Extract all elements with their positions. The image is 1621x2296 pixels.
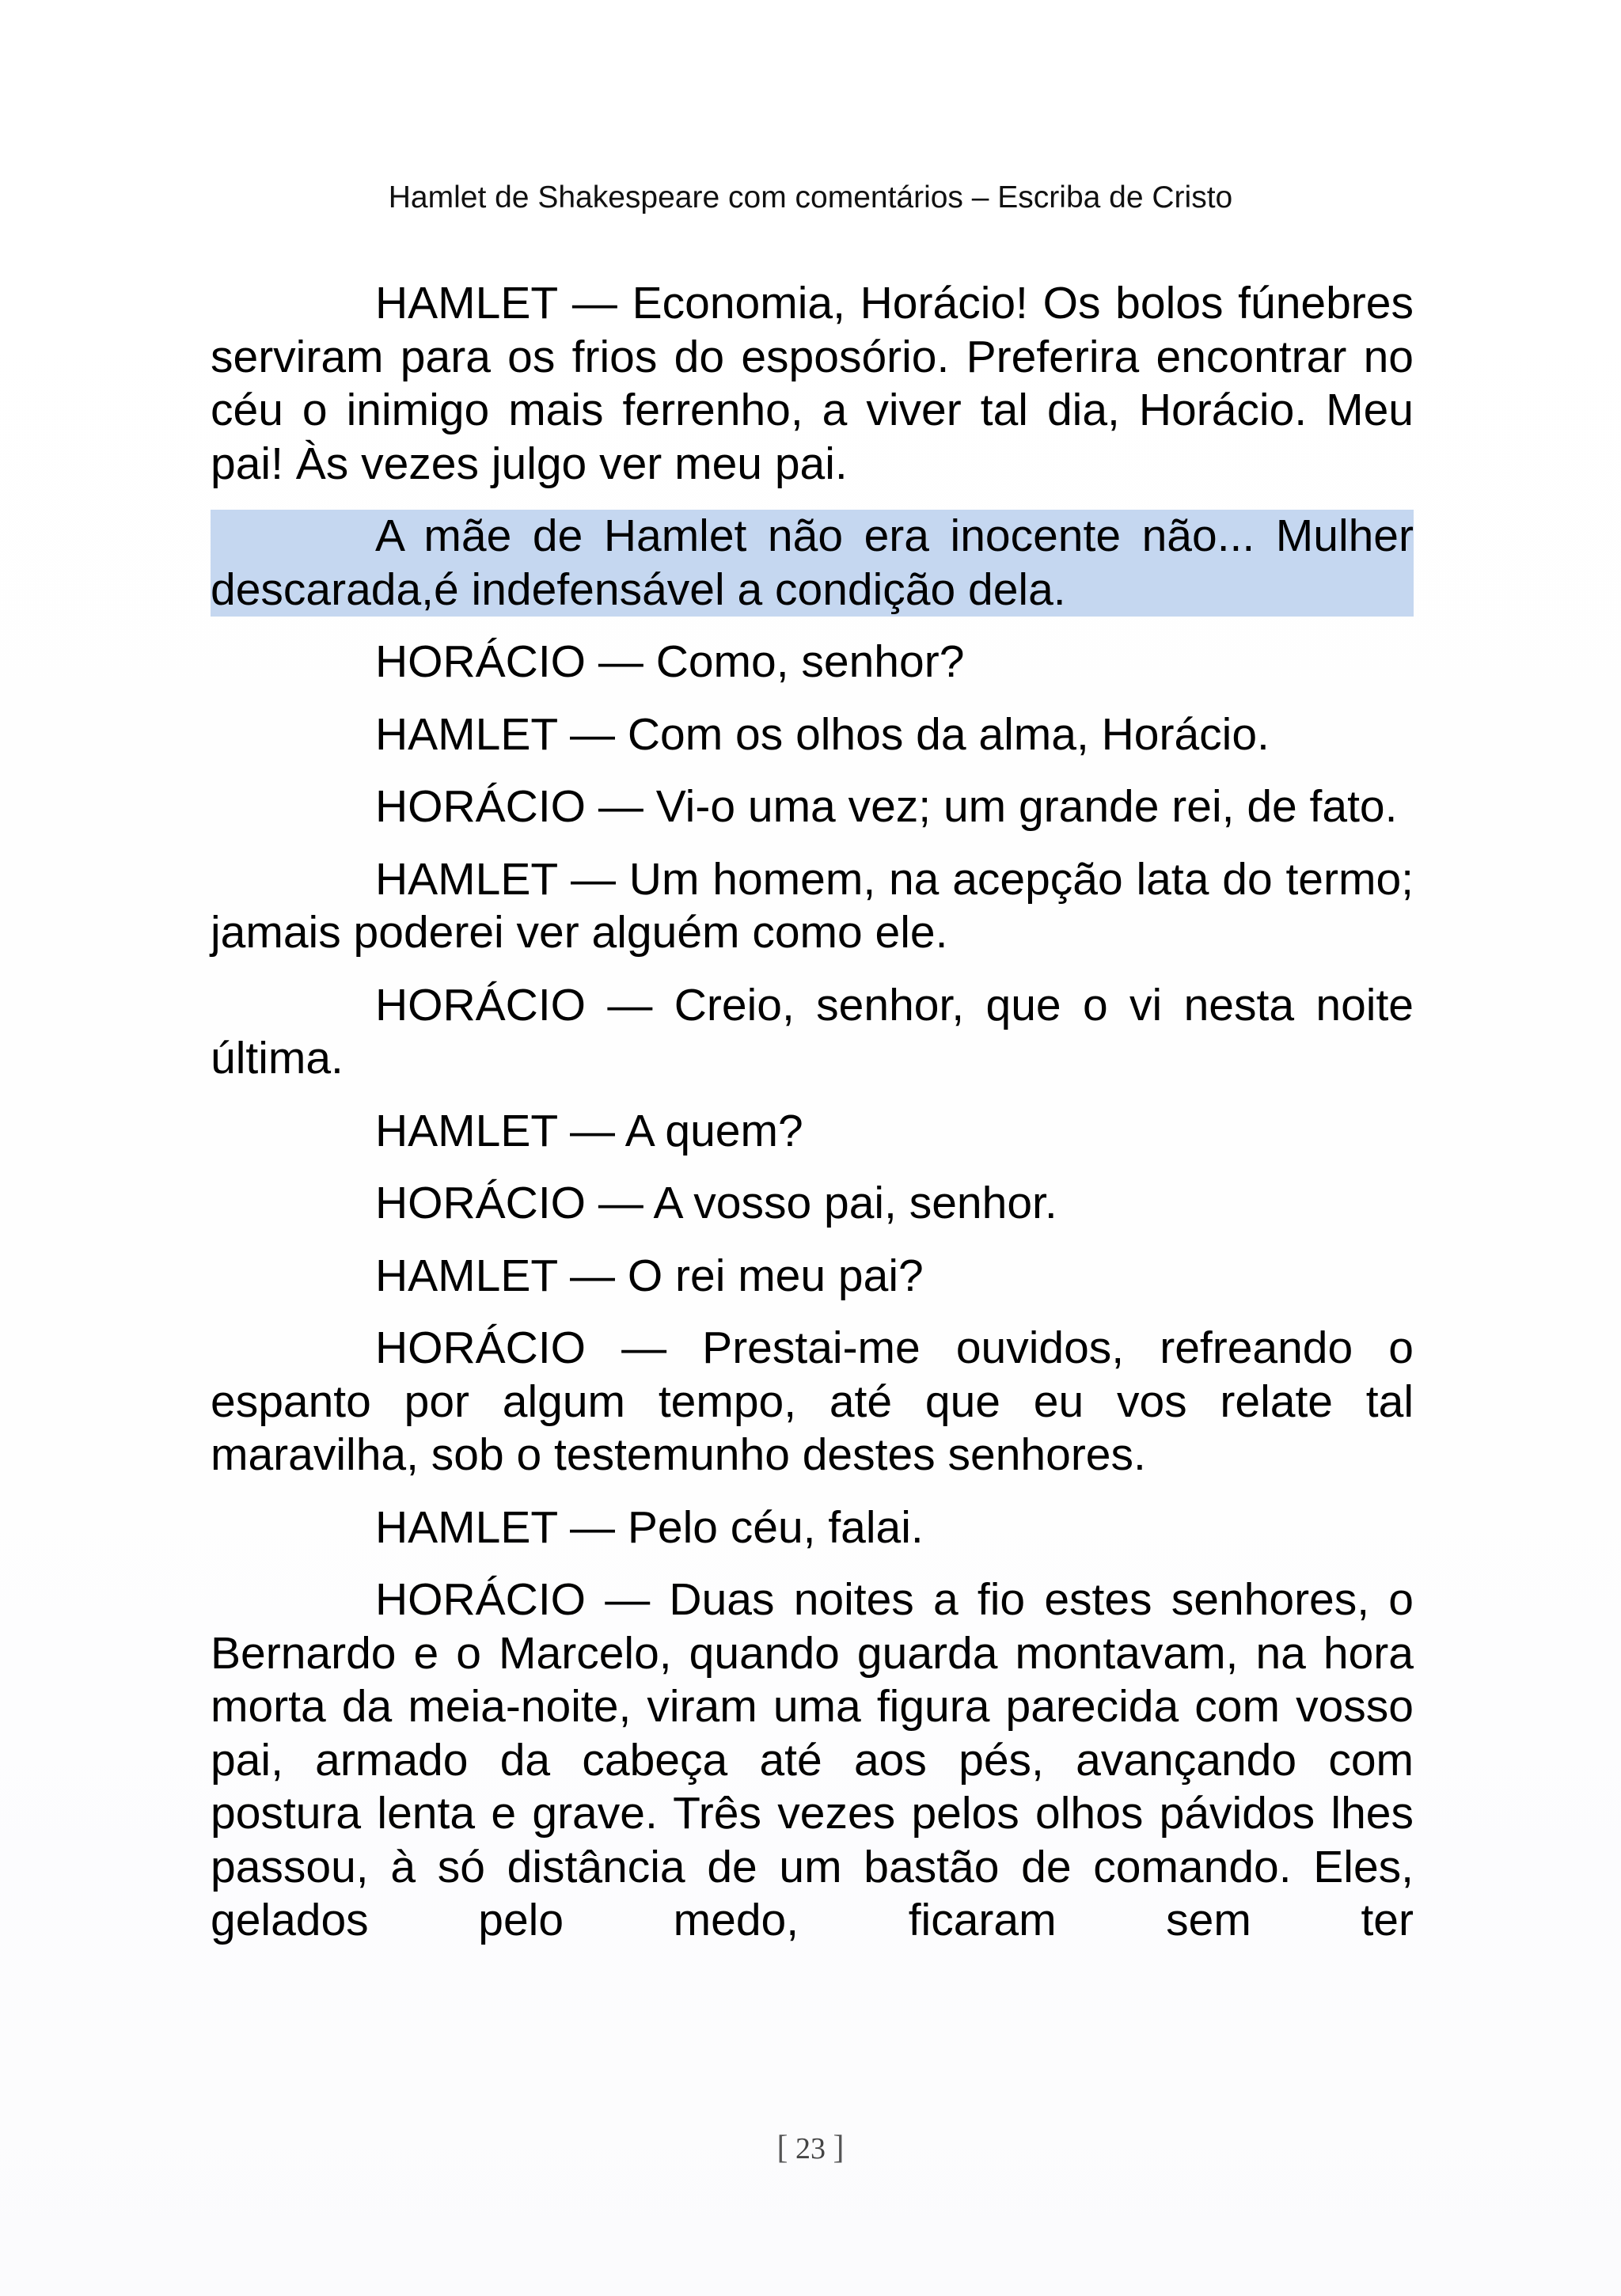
paragraph: HORÁCIO — Como, senhor? <box>375 636 965 687</box>
bracket-open: [ <box>776 2130 788 2166</box>
body-text <box>211 277 1414 1967</box>
bracket-close: ] <box>833 2130 845 2166</box>
paragraph: HAMLET — Um homem, na acepção lata do termo; jamais poderei ver alguém como ele. <box>211 853 1414 958</box>
running-header: Hamlet de Shakespeare com comentários – Escriba de Cristo <box>388 180 1233 214</box>
paragraph: HAMLET — Pelo céu, falai. <box>375 1501 924 1553</box>
paragraph: HAMLET — Economia, Horácio! Os bolos fúnebres serviram para os frios do esposório. Preferira encontrar no céu o inimigo mais ferrenho, a viver tal dia, Horácio. Meu pai! Às vezes julgo ver meu pai. <box>211 278 1414 489</box>
paragraph-continued: HORÁCIO — Duas noites a fio estes senhores, o Bernardo e o Marcelo, quando guarda montavam, na hora morta da meia-noite, viram uma figura parecida com vosso pai, armado da cabeça até aos pés, avançando com postura lenta e grave. Três vezes pelos olhos pávidos lhes passou, à só distância de um bastão de comando. Eles, gelados pelo medo, ficaram sem ter <box>211 1574 1414 1945</box>
paragraph: HAMLET — O rei meu pai? <box>375 1250 924 1301</box>
page-number <box>0 2129 1621 2167</box>
highlighted-paragraph: A mãe de Hamlet não era inocente não... Mulher descarada,é indefensável a condição dela. <box>211 510 1414 617</box>
paragraph: HORÁCIO — Vi-o uma vez; um grande rei, de fato. <box>375 781 1398 832</box>
paragraph: HAMLET — A quem? <box>375 1105 803 1156</box>
paragraph: HAMLET — Com os olhos da alma, Horácio. <box>375 708 1270 760</box>
paragraph: HORÁCIO — Prestai-me ouvidos, refreando o espanto por algum tempo, até que eu vos relate tal maravilha, sob o testemunho destes senhores. <box>211 1323 1414 1480</box>
paragraph: HORÁCIO — Creio, senhor, que o vi nesta noite última. <box>211 979 1414 1083</box>
paragraph: HORÁCIO — A vosso pai, senhor. <box>375 1178 1057 1228</box>
page-number-value: 23 <box>795 2132 826 2165</box>
